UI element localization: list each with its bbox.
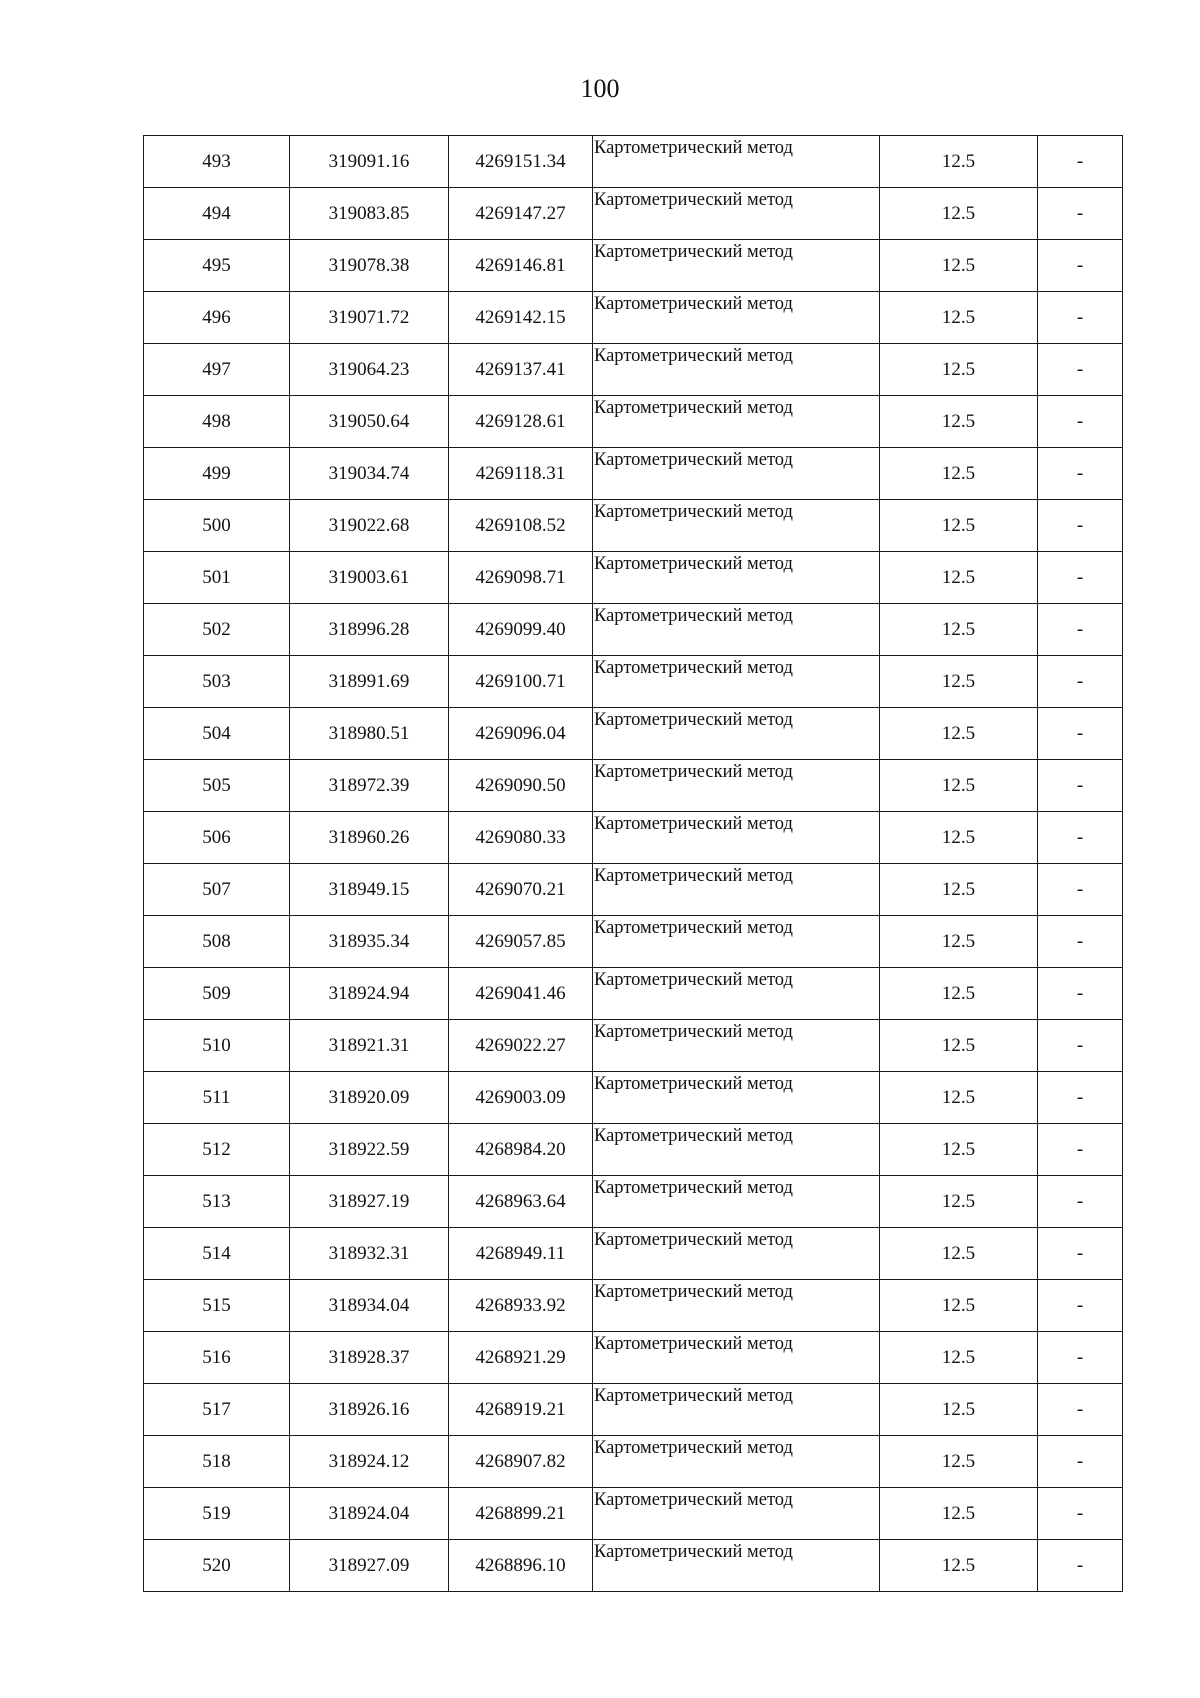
table-row — [144, 812, 1123, 864]
x-coordinate-cell: 318926.16 — [290, 1384, 449, 1436]
note-cell: - — [1038, 292, 1123, 344]
accuracy-cell: 12.5 — [880, 1488, 1038, 1540]
method-cell: Картометрический метод — [593, 1124, 880, 1176]
y-coordinate-cell: 4269080.33 — [449, 812, 593, 864]
point-number-cell: 504 — [144, 708, 290, 760]
point-number-cell: 503 — [144, 656, 290, 708]
note-cell: - — [1038, 708, 1123, 760]
note-cell: - — [1038, 396, 1123, 448]
point-number-cell: 497 — [144, 344, 290, 396]
accuracy-cell: 12.5 — [880, 1228, 1038, 1280]
table-row — [144, 396, 1123, 448]
method-cell: Картометрический метод — [593, 292, 880, 344]
method-cell: Картометрический метод — [593, 760, 880, 812]
note-cell: - — [1038, 1332, 1123, 1384]
x-coordinate-cell: 318996.28 — [290, 604, 449, 656]
accuracy-cell: 12.5 — [880, 552, 1038, 604]
accuracy-cell: 12.5 — [880, 448, 1038, 500]
accuracy-cell: 12.5 — [880, 1384, 1038, 1436]
accuracy-cell: 12.5 — [880, 1540, 1038, 1592]
note-cell: - — [1038, 240, 1123, 292]
y-coordinate-cell: 4269041.46 — [449, 968, 593, 1020]
method-cell: Картометрический метод — [593, 552, 880, 604]
accuracy-cell: 12.5 — [880, 500, 1038, 552]
note-cell: - — [1038, 1176, 1123, 1228]
x-coordinate-cell: 318991.69 — [290, 656, 449, 708]
accuracy-cell: 12.5 — [880, 864, 1038, 916]
x-coordinate-cell: 318972.39 — [290, 760, 449, 812]
table-row — [144, 448, 1123, 500]
table-row — [144, 292, 1123, 344]
method-cell: Картометрический метод — [593, 1020, 880, 1072]
x-coordinate-cell: 318934.04 — [290, 1280, 449, 1332]
point-number-cell: 512 — [144, 1124, 290, 1176]
point-number-cell: 508 — [144, 916, 290, 968]
x-coordinate-cell: 319034.74 — [290, 448, 449, 500]
note-cell: - — [1038, 552, 1123, 604]
point-number-cell: 495 — [144, 240, 290, 292]
note-cell: - — [1038, 812, 1123, 864]
y-coordinate-cell: 4269118.31 — [449, 448, 593, 500]
point-number-cell: 494 — [144, 188, 290, 240]
table-row — [144, 708, 1123, 760]
accuracy-cell: 12.5 — [880, 1436, 1038, 1488]
table-row — [144, 1124, 1123, 1176]
note-cell: - — [1038, 864, 1123, 916]
accuracy-cell: 12.5 — [880, 916, 1038, 968]
accuracy-cell: 12.5 — [880, 1072, 1038, 1124]
method-cell: Картометрический метод — [593, 1436, 880, 1488]
coordinates-table-body — [144, 136, 1123, 1592]
accuracy-cell: 12.5 — [880, 708, 1038, 760]
y-coordinate-cell: 4268907.82 — [449, 1436, 593, 1488]
point-number-cell: 499 — [144, 448, 290, 500]
y-coordinate-cell: 4269099.40 — [449, 604, 593, 656]
method-cell: Картометрический метод — [593, 1488, 880, 1540]
table-row — [144, 656, 1123, 708]
y-coordinate-cell: 4269100.71 — [449, 656, 593, 708]
y-coordinate-cell: 4269022.27 — [449, 1020, 593, 1072]
table-row — [144, 1436, 1123, 1488]
table-row — [144, 916, 1123, 968]
accuracy-cell: 12.5 — [880, 344, 1038, 396]
accuracy-cell: 12.5 — [880, 136, 1038, 188]
point-number-cell: 513 — [144, 1176, 290, 1228]
note-cell: - — [1038, 500, 1123, 552]
table-row — [144, 1020, 1123, 1072]
table-row — [144, 1228, 1123, 1280]
method-cell: Картометрический метод — [593, 1332, 880, 1384]
x-coordinate-cell: 318928.37 — [290, 1332, 449, 1384]
note-cell: - — [1038, 1020, 1123, 1072]
y-coordinate-cell: 4269108.52 — [449, 500, 593, 552]
table-row — [144, 1488, 1123, 1540]
note-cell: - — [1038, 1540, 1123, 1592]
y-coordinate-cell: 4268919.21 — [449, 1384, 593, 1436]
method-cell: Картометрический метод — [593, 1280, 880, 1332]
method-cell: Картометрический метод — [593, 344, 880, 396]
x-coordinate-cell: 318922.59 — [290, 1124, 449, 1176]
accuracy-cell: 12.5 — [880, 812, 1038, 864]
x-coordinate-cell: 319050.64 — [290, 396, 449, 448]
method-cell: Картометрический метод — [593, 968, 880, 1020]
point-number-cell: 505 — [144, 760, 290, 812]
x-coordinate-cell: 318980.51 — [290, 708, 449, 760]
point-number-cell: 498 — [144, 396, 290, 448]
y-coordinate-cell: 4268921.29 — [449, 1332, 593, 1384]
page-number: 100 — [580, 74, 620, 103]
point-number-cell: 506 — [144, 812, 290, 864]
x-coordinate-cell: 318960.26 — [290, 812, 449, 864]
method-cell: Картометрический метод — [593, 1176, 880, 1228]
point-number-cell: 516 — [144, 1332, 290, 1384]
y-coordinate-cell: 4269128.61 — [449, 396, 593, 448]
x-coordinate-cell: 319003.61 — [290, 552, 449, 604]
table-row — [144, 136, 1123, 188]
method-cell: Картометрический метод — [593, 812, 880, 864]
note-cell: - — [1038, 1280, 1123, 1332]
note-cell: - — [1038, 1228, 1123, 1280]
point-number-cell: 518 — [144, 1436, 290, 1488]
table-row — [144, 1384, 1123, 1436]
table-row — [144, 552, 1123, 604]
table-row — [144, 760, 1123, 812]
accuracy-cell: 12.5 — [880, 760, 1038, 812]
note-cell: - — [1038, 1384, 1123, 1436]
accuracy-cell: 12.5 — [880, 604, 1038, 656]
point-number-cell: 517 — [144, 1384, 290, 1436]
x-coordinate-cell: 318924.94 — [290, 968, 449, 1020]
point-number-cell: 519 — [144, 1488, 290, 1540]
point-number-cell: 514 — [144, 1228, 290, 1280]
note-cell: - — [1038, 604, 1123, 656]
x-coordinate-cell: 318924.04 — [290, 1488, 449, 1540]
point-number-cell: 496 — [144, 292, 290, 344]
table-row — [144, 968, 1123, 1020]
x-coordinate-cell: 318924.12 — [290, 1436, 449, 1488]
y-coordinate-cell: 4269142.15 — [449, 292, 593, 344]
method-cell: Картометрический метод — [593, 656, 880, 708]
note-cell: - — [1038, 188, 1123, 240]
point-number-cell: 515 — [144, 1280, 290, 1332]
note-cell: - — [1038, 760, 1123, 812]
note-cell: - — [1038, 1072, 1123, 1124]
x-coordinate-cell: 318920.09 — [290, 1072, 449, 1124]
x-coordinate-cell: 319071.72 — [290, 292, 449, 344]
accuracy-cell: 12.5 — [880, 292, 1038, 344]
x-coordinate-cell: 319078.38 — [290, 240, 449, 292]
method-cell: Картометрический метод — [593, 864, 880, 916]
y-coordinate-cell: 4269070.21 — [449, 864, 593, 916]
table-row — [144, 864, 1123, 916]
point-number-cell: 511 — [144, 1072, 290, 1124]
table-row — [144, 188, 1123, 240]
y-coordinate-cell: 4268963.64 — [449, 1176, 593, 1228]
table-row — [144, 344, 1123, 396]
x-coordinate-cell: 319091.16 — [290, 136, 449, 188]
method-cell: Картометрический метод — [593, 500, 880, 552]
y-coordinate-cell: 4268896.10 — [449, 1540, 593, 1592]
y-coordinate-cell: 4269146.81 — [449, 240, 593, 292]
coordinates-table — [143, 135, 1123, 1592]
table-row — [144, 240, 1123, 292]
table-row — [144, 1332, 1123, 1384]
accuracy-cell: 12.5 — [880, 188, 1038, 240]
point-number-cell: 520 — [144, 1540, 290, 1592]
accuracy-cell: 12.5 — [880, 1332, 1038, 1384]
accuracy-cell: 12.5 — [880, 1280, 1038, 1332]
accuracy-cell: 12.5 — [880, 968, 1038, 1020]
y-coordinate-cell: 4268933.92 — [449, 1280, 593, 1332]
point-number-cell: 493 — [144, 136, 290, 188]
method-cell: Картометрический метод — [593, 604, 880, 656]
note-cell: - — [1038, 916, 1123, 968]
note-cell: - — [1038, 344, 1123, 396]
y-coordinate-cell: 4269151.34 — [449, 136, 593, 188]
x-coordinate-cell: 319083.85 — [290, 188, 449, 240]
table-row — [144, 1072, 1123, 1124]
accuracy-cell: 12.5 — [880, 396, 1038, 448]
x-coordinate-cell: 318932.31 — [290, 1228, 449, 1280]
accuracy-cell: 12.5 — [880, 1176, 1038, 1228]
y-coordinate-cell: 4269057.85 — [449, 916, 593, 968]
table-row — [144, 604, 1123, 656]
y-coordinate-cell: 4268949.11 — [449, 1228, 593, 1280]
method-cell: Картометрический метод — [593, 1072, 880, 1124]
y-coordinate-cell: 4269147.27 — [449, 188, 593, 240]
table-row — [144, 1176, 1123, 1228]
y-coordinate-cell: 4268984.20 — [449, 1124, 593, 1176]
x-coordinate-cell: 318921.31 — [290, 1020, 449, 1072]
method-cell: Картометрический метод — [593, 136, 880, 188]
note-cell: - — [1038, 1124, 1123, 1176]
method-cell: Картометрический метод — [593, 448, 880, 500]
y-coordinate-cell: 4269090.50 — [449, 760, 593, 812]
method-cell: Картометрический метод — [593, 708, 880, 760]
y-coordinate-cell: 4269096.04 — [449, 708, 593, 760]
method-cell: Картометрический метод — [593, 396, 880, 448]
point-number-cell: 500 — [144, 500, 290, 552]
note-cell: - — [1038, 656, 1123, 708]
method-cell: Картометрический метод — [593, 1384, 880, 1436]
y-coordinate-cell: 4269098.71 — [449, 552, 593, 604]
method-cell: Картометрический метод — [593, 188, 880, 240]
y-coordinate-cell: 4269003.09 — [449, 1072, 593, 1124]
table-row — [144, 1280, 1123, 1332]
note-cell: - — [1038, 1488, 1123, 1540]
note-cell: - — [1038, 1436, 1123, 1488]
note-cell: - — [1038, 136, 1123, 188]
point-number-cell: 501 — [144, 552, 290, 604]
point-number-cell: 509 — [144, 968, 290, 1020]
note-cell: - — [1038, 448, 1123, 500]
method-cell: Картометрический метод — [593, 1228, 880, 1280]
method-cell: Картометрический метод — [593, 240, 880, 292]
point-number-cell: 510 — [144, 1020, 290, 1072]
x-coordinate-cell: 319064.23 — [290, 344, 449, 396]
point-number-cell: 507 — [144, 864, 290, 916]
note-cell: - — [1038, 968, 1123, 1020]
accuracy-cell: 12.5 — [880, 656, 1038, 708]
y-coordinate-cell: 4269137.41 — [449, 344, 593, 396]
accuracy-cell: 12.5 — [880, 1020, 1038, 1072]
x-coordinate-cell: 318949.15 — [290, 864, 449, 916]
method-cell: Картометрический метод — [593, 1540, 880, 1592]
point-number-cell: 502 — [144, 604, 290, 656]
y-coordinate-cell: 4268899.21 — [449, 1488, 593, 1540]
x-coordinate-cell: 318927.19 — [290, 1176, 449, 1228]
table-row — [144, 1540, 1123, 1592]
x-coordinate-cell: 318935.34 — [290, 916, 449, 968]
method-cell: Картометрический метод — [593, 916, 880, 968]
accuracy-cell: 12.5 — [880, 240, 1038, 292]
accuracy-cell: 12.5 — [880, 1124, 1038, 1176]
x-coordinate-cell: 318927.09 — [290, 1540, 449, 1592]
table-row — [144, 500, 1123, 552]
x-coordinate-cell: 319022.68 — [290, 500, 449, 552]
